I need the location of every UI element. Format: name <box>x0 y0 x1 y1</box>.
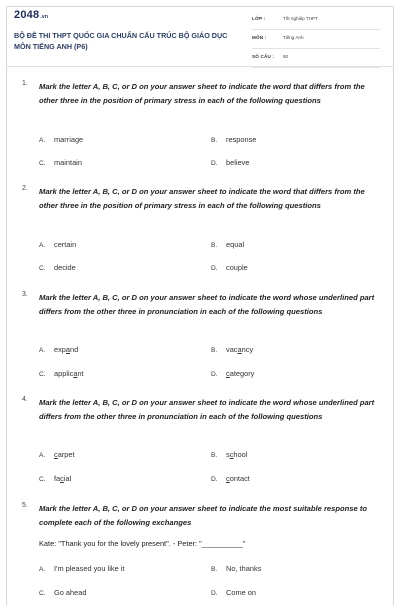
option-letter: A. <box>39 347 46 354</box>
option-letter: D. <box>211 590 218 597</box>
option-letter: A. <box>39 566 46 573</box>
option-text: I'm pleased you like it <box>54 564 125 573</box>
option-text: category <box>226 369 255 378</box>
option-text: No, thanks <box>226 564 262 573</box>
option-letter: B. <box>211 137 218 144</box>
header-divider <box>6 66 394 67</box>
question-number: 1. <box>22 80 28 87</box>
meta-class-value: Tốt nghiệp THPT <box>283 16 318 21</box>
option-text: applicant <box>54 369 84 378</box>
option-text: facial <box>54 474 72 483</box>
option-c[interactable] <box>39 474 71 483</box>
option-letter: D. <box>211 265 218 272</box>
option-letter: B. <box>211 347 218 354</box>
option-a[interactable] <box>39 345 78 354</box>
option-letter: A. <box>39 242 46 249</box>
logo-text: 2048 <box>14 9 40 21</box>
option-b[interactable] <box>211 564 261 573</box>
option-letter: C. <box>39 476 46 483</box>
option-c[interactable] <box>39 158 82 167</box>
meta-subject-label: MÔN : <box>252 35 267 40</box>
option-text: equal <box>226 240 245 249</box>
option-text: contact <box>226 474 250 483</box>
exam-meta <box>252 12 380 69</box>
option-letter: D. <box>211 371 218 378</box>
option-b[interactable] <box>211 135 256 144</box>
option-a[interactable] <box>39 240 76 249</box>
option-a[interactable] <box>39 564 124 573</box>
meta-subject-value: Tiếng Anh <box>283 35 304 40</box>
option-c[interactable] <box>39 369 84 378</box>
meta-count-value: 50 <box>283 54 289 59</box>
option-letter: C. <box>39 590 46 597</box>
option-letter: D. <box>211 476 218 483</box>
meta-count-label: SỐ CÂU : <box>252 54 275 59</box>
option-d[interactable] <box>211 263 248 272</box>
option-text: Come on <box>226 588 256 597</box>
question-prompt: Mark the letter A, B, C, or D on your answer sheet to indicate the word whose underlined part differs from the other three in pronunciation in each of the following questions <box>39 398 375 421</box>
option-letter: B. <box>211 242 218 249</box>
question-prompt: Mark the letter A, B, C, or D on your answer sheet to indicate the word that differs from the other three in the position of primary stress in each of the following questions <box>39 187 365 210</box>
option-d[interactable] <box>211 369 254 378</box>
logo-suffix: .vn <box>40 14 49 20</box>
option-a[interactable] <box>39 135 83 144</box>
option-letter: A. <box>39 452 46 459</box>
option-text: maintain <box>54 158 82 167</box>
site-logo[interactable] <box>14 9 48 21</box>
question-number: 2. <box>22 185 28 192</box>
option-a[interactable] <box>39 450 75 459</box>
option-letter: B. <box>211 452 218 459</box>
option-text: expand <box>54 345 79 354</box>
option-letter: C. <box>39 160 46 167</box>
option-text: marriage <box>54 135 84 144</box>
option-letter: B. <box>211 566 218 573</box>
option-d[interactable] <box>211 158 249 167</box>
option-c[interactable] <box>39 588 86 597</box>
option-text: believe <box>226 158 250 167</box>
meta-subject-row <box>252 31 380 49</box>
option-text: decide <box>54 263 76 272</box>
option-text: Go ahead <box>54 588 87 597</box>
option-text: school <box>226 450 248 459</box>
option-c[interactable] <box>39 263 76 272</box>
question-number: 4. <box>22 396 28 403</box>
option-text: vacancy <box>226 345 254 354</box>
question-dialogue: Kate: "Thank you for the lovely present". - Peter: "__________" <box>39 539 246 548</box>
option-b[interactable] <box>211 345 253 354</box>
meta-class-row <box>252 12 380 30</box>
option-d[interactable] <box>211 588 256 597</box>
option-letter: A. <box>39 137 46 144</box>
meta-class-label: LỚP : <box>252 16 266 21</box>
option-text: certain <box>54 240 77 249</box>
option-text: couple <box>226 263 248 272</box>
option-letter: D. <box>211 160 218 167</box>
option-text: response <box>226 135 257 144</box>
option-b[interactable] <box>211 450 247 459</box>
question-number: 3. <box>22 291 28 298</box>
question-prompt: Mark the letter A, B, C, or D on your answer sheet to indicate the word that differs from the other three in the position of primary stress in each of the following questions <box>39 82 365 105</box>
option-letter: C. <box>39 371 46 378</box>
option-d[interactable] <box>211 474 250 483</box>
option-b[interactable] <box>211 240 244 249</box>
question-prompt: Mark the letter A, B, C, or D on your answer sheet to indicate the most suitable response to complete each of the following exchanges <box>39 504 368 527</box>
option-text: carpet <box>54 450 75 459</box>
option-letter: C. <box>39 265 46 272</box>
question-prompt: Mark the letter A, B, C, or D on your answer sheet to indicate the word whose underlined part differs from the other three in pronunciation in each of the following questions <box>39 293 375 316</box>
exam-title: BỘ ĐỀ THI THPT QUỐC GIA CHUẨN CẤU TRÚC BỘ GIÁO DỤC MÔN TIẾNG ANH (P6) <box>14 31 228 51</box>
question-number: 5. <box>22 502 28 509</box>
